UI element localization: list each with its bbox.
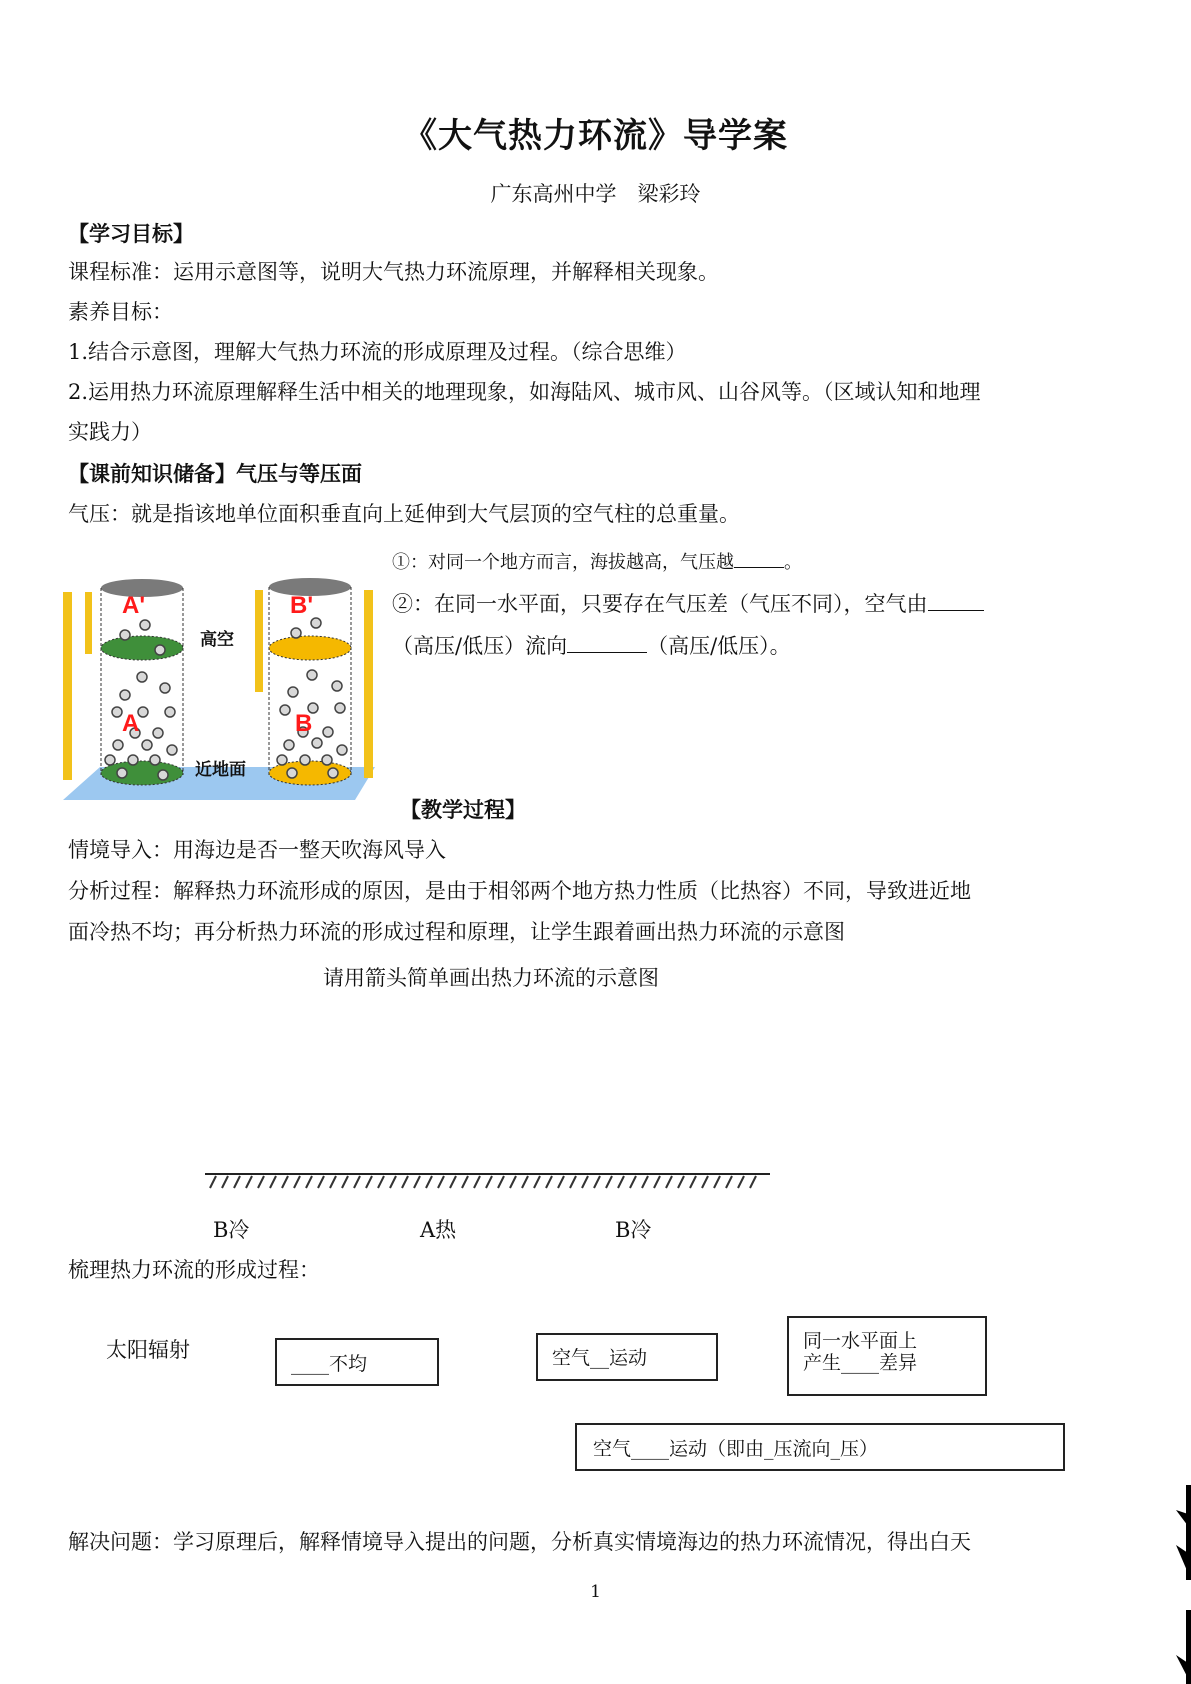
- flow-box-horizontal-motion[interactable]: 空气____运动（即由_压流向_压）: [575, 1423, 1065, 1471]
- ground-label-a-hot: A热: [420, 1218, 457, 1242]
- summary-label: 梳理热力环流的形成过程：: [68, 1258, 320, 1282]
- flow-box-uneven-heating[interactable]: ____不均: [275, 1338, 439, 1386]
- objective-item: 实践力）: [68, 420, 152, 444]
- literacy-label: 素养目标：: [68, 300, 173, 324]
- question-2: ②：在同一水平面，只要存在气压差（气压不同），空气由: [392, 588, 984, 618]
- analysis-text: 面冷热不均；再分析热力环流的形成过程和原理，让学生跟着画出热力环流的示意图: [68, 920, 845, 944]
- objective-item: 1.结合示意图，理解大气热力环流的形成原理及过程。（综合思维）: [68, 340, 687, 364]
- ground-label-b-cold: B冷: [615, 1218, 652, 1242]
- pressure-definition: 气压：就是指该地单位面积垂直向上延伸到大气层顶的空气柱的总重量。: [68, 502, 740, 526]
- point-b: B: [295, 710, 313, 737]
- answer-blank[interactable]: [734, 549, 784, 568]
- document-title: 《大气热力环流》导学案: [403, 116, 788, 156]
- process-heading: 【教学过程】: [400, 798, 526, 822]
- problem-solving-text: 解决问题：学习原理后，解释情境导入提出的问题，分析真实情境海边的热力环流情况，得出白天: [68, 1530, 971, 1554]
- label-high-altitude: 高空: [200, 630, 234, 650]
- point-a-prime: A': [122, 592, 146, 619]
- answer-blank[interactable]: [567, 631, 647, 653]
- page-number: 1: [590, 1582, 601, 1602]
- flow-box-air-vertical-motion[interactable]: 空气__运动: [536, 1333, 718, 1381]
- down-arrow-icon: [1176, 1485, 1191, 1684]
- answer-blank[interactable]: [928, 589, 984, 611]
- objective-item: 2.运用热力环流原理解释生活中相关的地理现象，如海陆风、城市风、山谷风等。（区域认知和地理: [68, 380, 981, 404]
- point-b-prime: B': [290, 592, 314, 619]
- flow-start-solar-radiation: 太阳辐射: [106, 1338, 190, 1362]
- pressure-diagram: [55, 570, 385, 810]
- label-near-ground: 近地面: [195, 760, 246, 780]
- document-author: 广东高州中学 梁彩玲: [490, 182, 701, 206]
- ground-label-b-cold: B冷: [213, 1218, 250, 1242]
- analysis-text: 分析过程：解释热力环流形成的原因，是由于相邻两个地方热力性质（比热容）不同，导致进近地: [68, 879, 971, 903]
- objectives-heading: 【学习目标】: [68, 222, 194, 246]
- prep-heading: 【课前知识储备】气压与等压面: [68, 462, 362, 486]
- question-1: ①：对同一个地方而言，海拔越高，气压越 。: [392, 548, 802, 574]
- flow-box-pressure-difference[interactable]: 同一水平面上 产生____差异: [787, 1316, 987, 1396]
- question-2-line2: （高压/低压）流向 （高压/低压）。: [392, 630, 791, 660]
- point-a: A: [122, 710, 140, 737]
- draw-prompt: 请用箭头简单画出热力环流的示意图: [323, 966, 659, 990]
- ground-surface-line: [205, 1172, 770, 1190]
- course-standard: 课程标准：运用示意图等，说明大气热力环流原理，并解释相关现象。: [68, 260, 719, 284]
- scenario-intro: 情境导入：用海边是否一整天吹海风导入: [68, 838, 446, 862]
